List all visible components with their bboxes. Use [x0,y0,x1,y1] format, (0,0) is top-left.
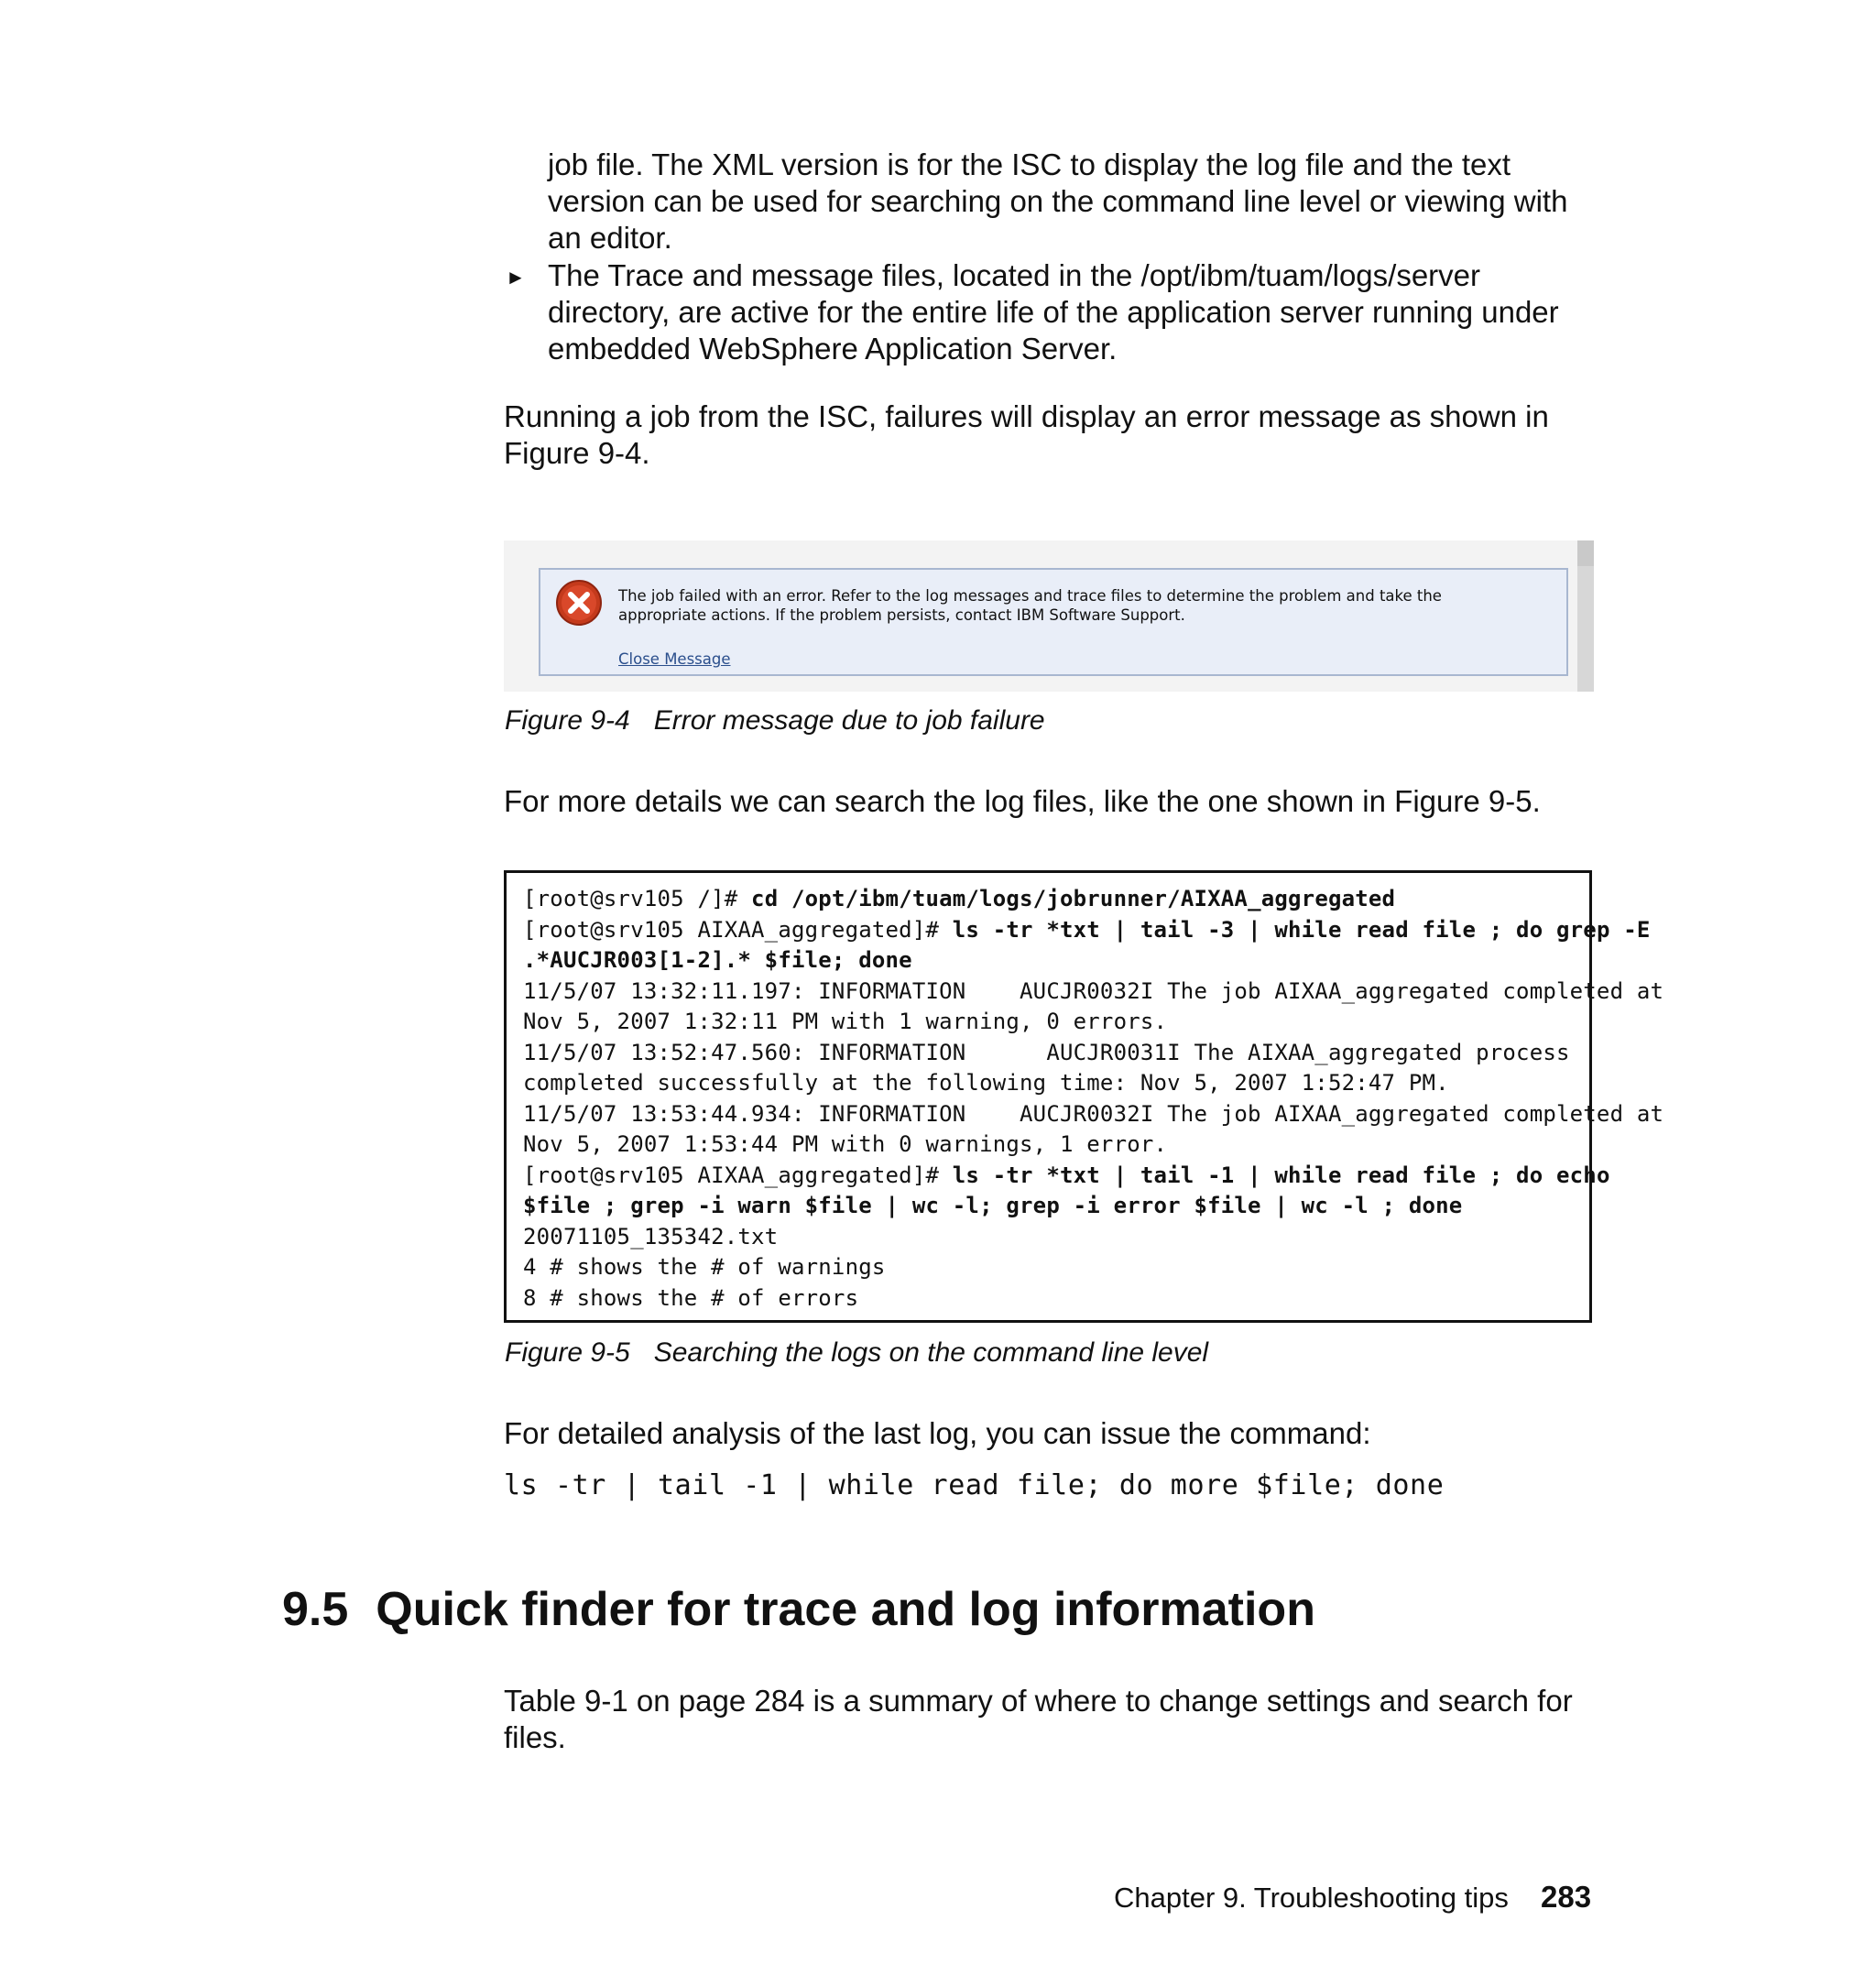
code-line [523,1161,1610,1192]
error-x-icon [555,579,603,627]
error-message [618,586,1543,625]
section-heading [282,1582,1315,1637]
code-line [523,1099,1664,1130]
bullet-line: directory, are active for the entire life of the application server running under [548,295,1559,329]
code-output: [root@srv105 AIXAA_aggregated]# [523,916,953,943]
intro-line: job file. The XML version is for the ISC to display the log file and the text [548,147,1511,181]
code-line [523,1007,1580,1038]
code-output: [root@srv105 /]# [523,886,752,911]
code-output: 4 # shows the # of warnings [523,1254,886,1280]
code-line [523,977,1664,1008]
code-line [523,884,1580,915]
error-message-line: appropriate actions. If the problem persists, contact IBM Software Support. [618,606,1185,624]
error-dialog-screenshot [504,540,1594,692]
scrollbar-thumb[interactable] [1577,540,1594,566]
figure-title: Searching the logs on the command line level [653,1337,1209,1368]
code-output: 11/5/07 13:52:47.560: INFORMATION AUCJR0031I The AIXAA_aggregated process [523,1039,1570,1065]
code-line [523,1252,1580,1283]
code-command: ls -tr *txt | tail -3 | while read file ; do grep -E [952,916,1651,943]
more-details-paragraph: For more details we can search the log files, like the one shown in Figure 9-5. [504,784,1541,818]
command-line: ls -tr | tail -1 | while read file; do more $file; done [504,1469,1445,1501]
error-dialog [539,568,1568,676]
code-line [523,1038,1580,1069]
section-title: Quick finder for trace and log information [376,1583,1315,1636]
code-line [523,1129,1580,1161]
bullet-paragraph [548,257,1559,367]
table-para-line: files. [504,1720,566,1754]
figure-9-4-caption [505,705,1045,737]
code-line [523,945,1580,977]
running-paragraph [504,398,1549,472]
intro-line: an editor. [548,221,672,255]
code-listing [504,870,1664,1323]
bullet-line: embedded WebSphere Application Server. [548,332,1118,366]
intro-line: version can be used for searching on the command line level or viewing with [548,184,1568,218]
bullet-arrow-icon: ► [506,266,526,289]
figure-title: Error message due to job failure [653,705,1045,736]
section-number: 9.5 [282,1583,349,1636]
code-line [523,1191,1580,1222]
error-message-line: The job failed with an error. Refer to the log messages and trace files to determine the problem and take the [618,587,1442,605]
footer-chapter: Chapter 9. Troubleshooting tips [1114,1882,1509,1914]
code-command: cd /opt/ibm/tuam/logs/jobrunner/AIXAA_aggregated [751,886,1396,911]
running-line: Running a job from the ISC, failures will display an error message as shown in [504,399,1549,433]
code-output: completed successfully at the following time: Nov 5, 2007 1:52:47 PM. [523,1070,1449,1096]
detailed-paragraph: For detailed analysis of the last log, you can issue the command: [504,1416,1371,1450]
code-output: Nov 5, 2007 1:32:11 PM with 1 warning, 0 errors. [523,1009,1168,1034]
bullet-line: The Trace and message files, located in the /opt/ibm/tuam/logs/server [548,258,1481,292]
code-text [523,884,1664,1314]
code-output: [root@srv105 AIXAA_aggregated]# [523,1162,953,1188]
table-paragraph [504,1683,1573,1756]
code-output: Nov 5, 2007 1:53:44 PM with 0 warnings, 1 error. [523,1131,1168,1157]
table-para-line: Table 9-1 on page 284 is a summary of where to change settings and search for [504,1684,1573,1718]
code-output: 20071105_135342.txt [523,1223,779,1249]
code-output: 11/5/07 13:32:11.197: INFORMATION AUCJR0032I The job AIXAA_aggregated completed at [523,977,1664,1004]
figure-label: Figure 9-4 [505,705,630,736]
scrollbar[interactable] [1577,540,1594,692]
code-output: 8 # shows the # of errors [523,1284,859,1311]
running-line: Figure 9-4. [504,436,650,470]
code-command: $file ; grep -i warn $file | wc -l; grep -i error $file | wc -l ; done [523,1193,1463,1218]
code-line [523,1283,1580,1315]
figure-9-5-caption [505,1337,1208,1369]
code-line [523,1068,1580,1099]
code-line [523,915,1651,946]
figure-label: Figure 9-5 [505,1337,630,1368]
code-line [523,1222,1580,1253]
close-message-link[interactable]: Close Message [618,650,731,668]
page-number: 283 [1541,1880,1592,1914]
code-command: .*AUCJR003[1-2].* $file; done [523,947,912,973]
code-output: 11/5/07 13:53:44.934: INFORMATION AUCJR0032I The job AIXAA_aggregated completed at [523,1100,1664,1127]
intro-paragraph [548,147,1567,256]
code-command: ls -tr *txt | tail -1 | while read file ; do echo [952,1162,1610,1188]
